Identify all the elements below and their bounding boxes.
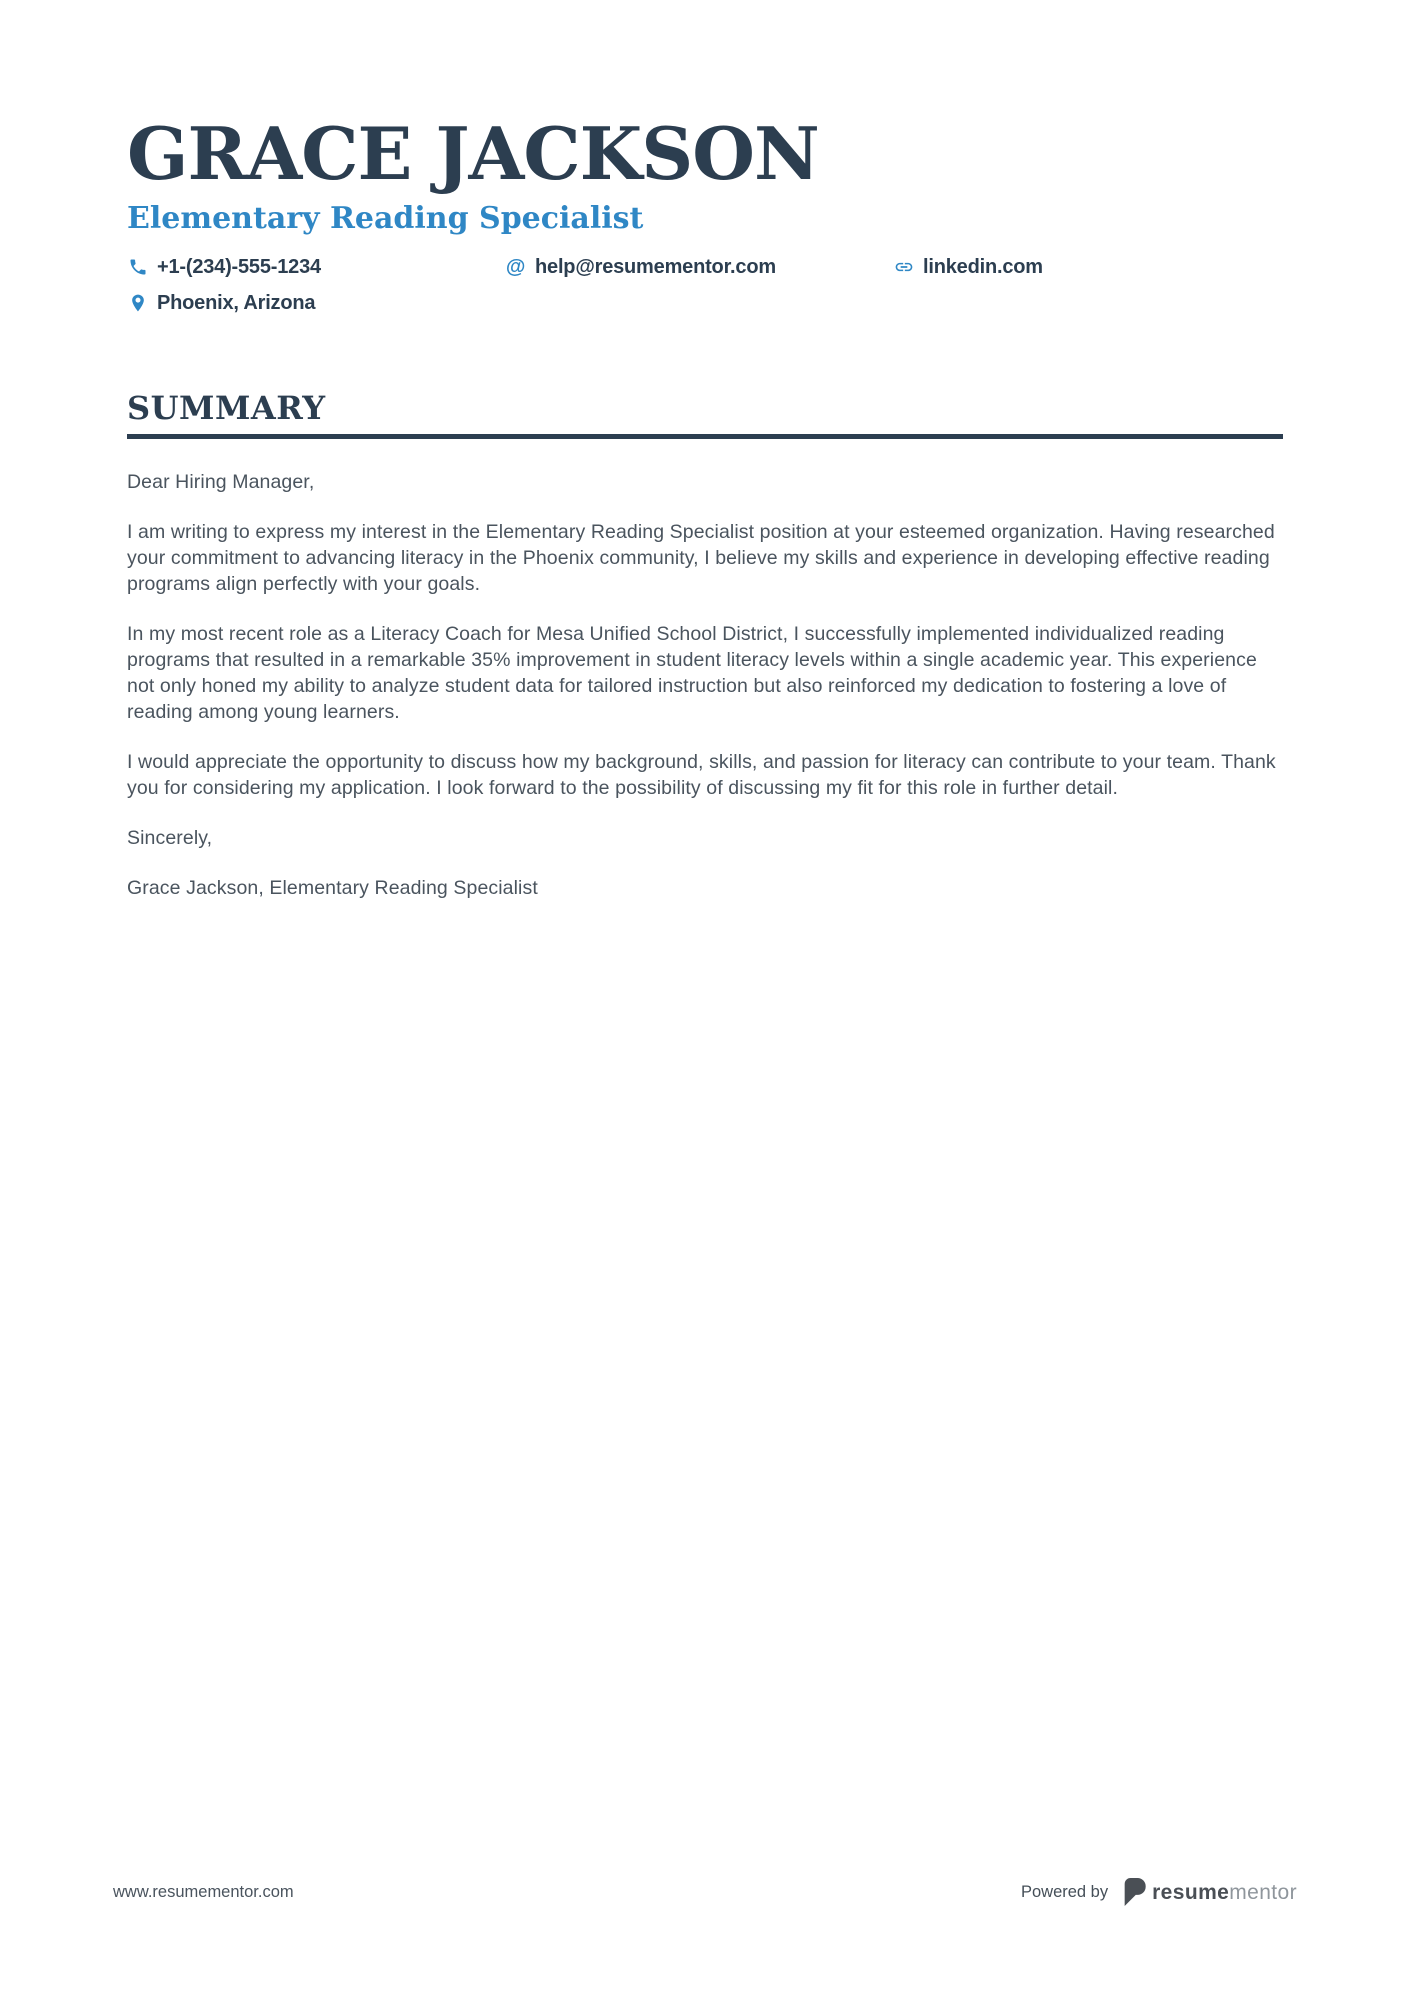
email-address[interactable]: help@resumementor.com bbox=[535, 255, 776, 278]
letter-closing: Sincerely, bbox=[127, 826, 213, 849]
map-pin-icon bbox=[127, 293, 148, 314]
person-name: GRACE JACKSON bbox=[127, 111, 819, 196]
contact-email bbox=[505, 256, 893, 279]
letter-signature: Grace Jackson, Elementary Reading Specialist bbox=[127, 876, 538, 899]
powered-by-label: Powered by bbox=[1020, 1882, 1109, 1901]
footer-website-link[interactable]: www.resumementor.com bbox=[113, 1882, 294, 1901]
logo-text-mentor: mentor bbox=[1229, 1880, 1297, 1904]
letter-body bbox=[127, 469, 1283, 901]
section-divider bbox=[127, 434, 1283, 439]
phone-number: +1-(234)-555-1234 bbox=[157, 255, 321, 278]
job-title: Elementary Reading Specialist bbox=[127, 200, 644, 236]
linkedin-link[interactable]: linkedin.com bbox=[923, 255, 1043, 278]
contact-location bbox=[127, 292, 505, 315]
header bbox=[127, 112, 1283, 315]
link-icon bbox=[893, 257, 914, 278]
page-content bbox=[0, 0, 1410, 901]
at-icon: @ bbox=[505, 256, 526, 279]
logo-text-resume: resume bbox=[1152, 1880, 1230, 1904]
letter-paragraph: In my most recent role as a Literacy Coach for Mesa Unified School District, I successfully implemented individualized reading programs that resulted in a remarkable 35% improvement in student literacy levels within a single academic year. This experience not only honed my ability to analyze student data for tailored instruction but also reinforced my dedication to fostering a love of reading among young learners. bbox=[127, 622, 1257, 723]
letter-paragraph: I would appreciate the opportunity to discuss how my background, skills, and passion for literacy can contribute to your team. Thank you for considering my application. I look forward to the possibility of discussing my fit for this role in further detail. bbox=[127, 750, 1276, 799]
letter-salutation: Dear Hiring Manager, bbox=[127, 470, 315, 493]
resumementor-logo-text bbox=[1152, 1882, 1297, 1903]
contact-linkedin bbox=[893, 256, 1283, 279]
page-footer bbox=[113, 1878, 1297, 1906]
location-text: Phoenix, Arizona bbox=[157, 291, 316, 314]
summary-section bbox=[127, 389, 1283, 901]
resumementor-logo[interactable] bbox=[1122, 1878, 1297, 1906]
contact-info bbox=[127, 256, 1283, 315]
phone-icon bbox=[127, 257, 148, 278]
summary-heading: SUMMARY bbox=[127, 388, 326, 427]
contact-phone bbox=[127, 256, 505, 279]
letter-paragraph: I am writing to express my interest in the Elementary Reading Specialist position at your esteemed organization. Having researched your commitment to advancing literacy in the Phoenix community, I believe my skills and experience in developing effective reading programs align perfectly with your goals. bbox=[127, 520, 1275, 595]
footer-brand bbox=[1021, 1878, 1297, 1906]
resumementor-logo-mark-icon bbox=[1122, 1878, 1146, 1906]
